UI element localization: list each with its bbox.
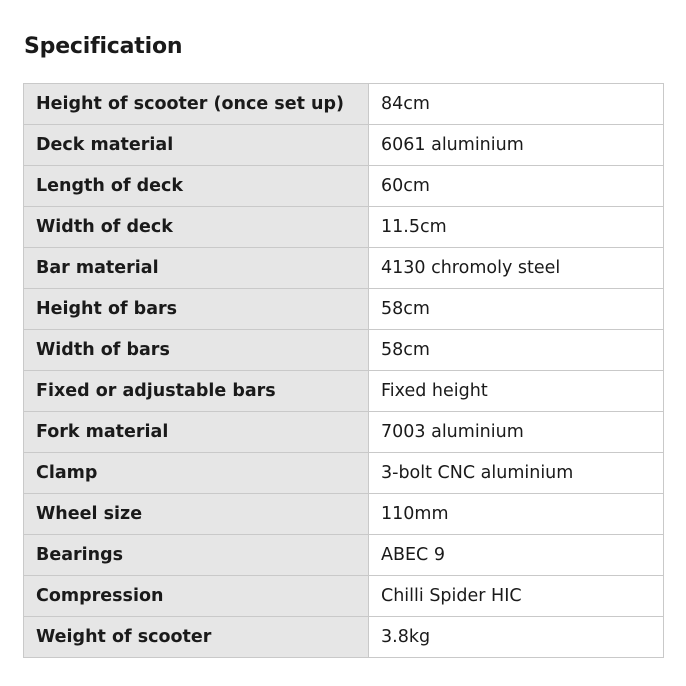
- spec-value: 84cm: [369, 84, 664, 125]
- spec-label: Fixed or adjustable bars: [24, 371, 369, 412]
- spec-label: Height of bars: [24, 289, 369, 330]
- table-row: [24, 617, 664, 658]
- spec-value: 3-bolt CNC aluminium: [369, 453, 664, 494]
- table-row: [24, 166, 664, 207]
- spec-value: 110mm: [369, 494, 664, 535]
- spec-value: 58cm: [369, 289, 664, 330]
- spec-label: Width of bars: [24, 330, 369, 371]
- spec-label: Wheel size: [24, 494, 369, 535]
- table-row: [24, 371, 664, 412]
- spec-label: Deck material: [24, 125, 369, 166]
- spec-label: Height of scooter (once set up): [24, 84, 369, 125]
- table-row: [24, 494, 664, 535]
- table-row: [24, 576, 664, 617]
- spec-value: 7003 aluminium: [369, 412, 664, 453]
- spec-label: Clamp: [24, 453, 369, 494]
- table-row: [24, 412, 664, 453]
- table-row: [24, 248, 664, 289]
- spec-label: Width of deck: [24, 207, 369, 248]
- spec-value: 3.8kg: [369, 617, 664, 658]
- table-row: [24, 289, 664, 330]
- table-row: [24, 207, 664, 248]
- page-title: Specification: [24, 34, 183, 59]
- spec-label: Fork material: [24, 412, 369, 453]
- spec-value: ABEC 9: [369, 535, 664, 576]
- spec-value: 4130 chromoly steel: [369, 248, 664, 289]
- specification-table: [23, 83, 664, 658]
- table-row: [24, 125, 664, 166]
- table-row: [24, 84, 664, 125]
- spec-value: Fixed height: [369, 371, 664, 412]
- spec-label: Bar material: [24, 248, 369, 289]
- spec-value: 6061 aluminium: [369, 125, 664, 166]
- table-row: [24, 453, 664, 494]
- table-row: [24, 535, 664, 576]
- spec-value: 60cm: [369, 166, 664, 207]
- spec-value: 11.5cm: [369, 207, 664, 248]
- table-row: [24, 330, 664, 371]
- spec-value: 58cm: [369, 330, 664, 371]
- specification-table-body: [24, 84, 664, 658]
- spec-value: Chilli Spider HIC: [369, 576, 664, 617]
- spec-label: Weight of scooter: [24, 617, 369, 658]
- spec-label: Compression: [24, 576, 369, 617]
- spec-label: Length of deck: [24, 166, 369, 207]
- spec-label: Bearings: [24, 535, 369, 576]
